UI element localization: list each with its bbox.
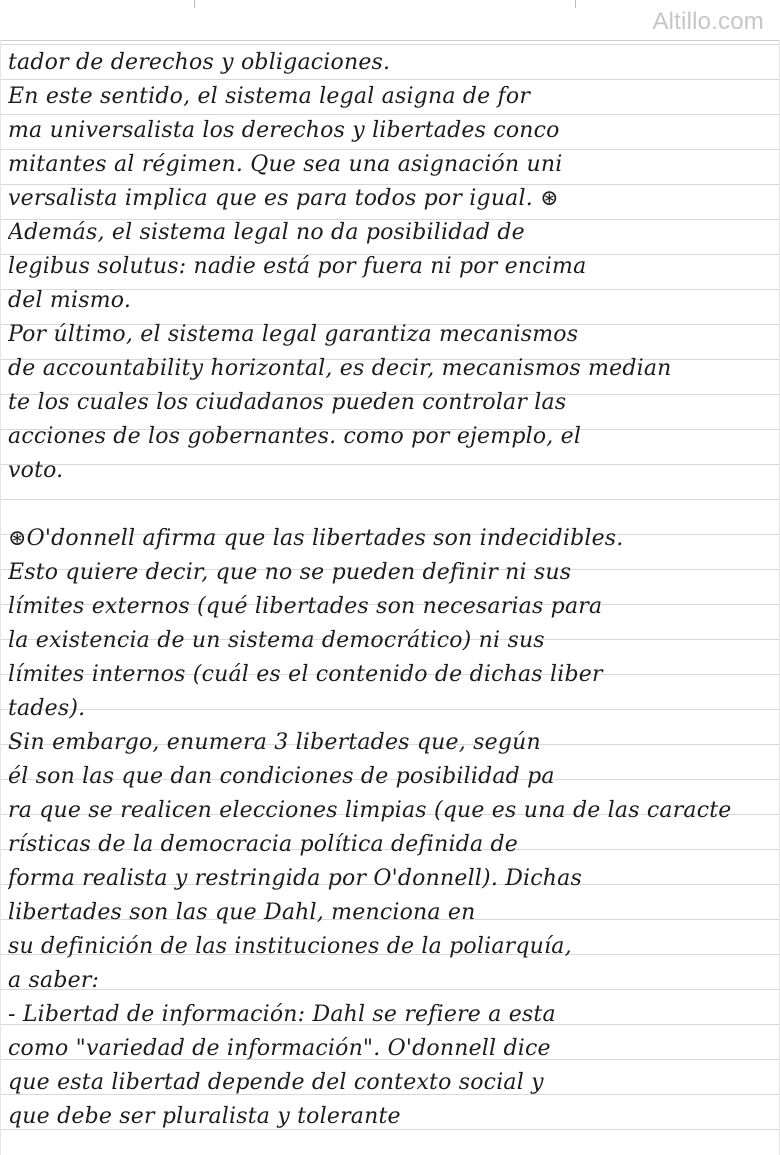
line-13: voto. <box>8 458 64 483</box>
line-10: de accountability horizontal, es decir, mecanismos median <box>8 356 672 381</box>
line-30: como "variedad de información". O'donnell dice <box>8 1036 551 1061</box>
line-4: mitantes al régimen. Que sea una asignación uni <box>8 152 563 177</box>
top-strip <box>0 0 780 41</box>
line-9: Por último, el sistema legal garantiza mecanismos <box>8 322 579 347</box>
line-6: Además, el sistema legal no da posibilidad de <box>8 220 525 245</box>
line-17: límites externos (qué libertades son necesarias para <box>8 594 603 619</box>
header-divider-tick <box>194 0 195 8</box>
line-21: Sin embargo, enumera 3 libertades que, según <box>8 730 541 755</box>
line-26: libertades son las que Dahl, menciona en <box>8 900 476 925</box>
line-24: rísticas de la democracia política definida de <box>8 832 519 857</box>
line-25: forma realista y restringida por O'donnell). Dichas <box>8 866 582 891</box>
line-16: Esto quiere decir, que no se pueden definir ni sus <box>8 560 572 585</box>
line-8: del mismo. <box>8 288 132 313</box>
blank-line <box>8 488 766 522</box>
line-1: tador de derechos y obligaciones. <box>8 50 391 75</box>
line-12: acciones de los gobernantes. como por ejemplo, el <box>8 424 582 449</box>
line-29: - Libertad de información: Dahl se refiere a esta <box>8 1002 556 1027</box>
line-32: que debe ser pluralista y tolerante <box>8 1104 401 1129</box>
line-5: versalista implica que es para todos por igual. ⊛ <box>8 186 559 211</box>
line-2: En este sentido, el sistema legal asigna de for <box>8 84 531 109</box>
handwritten-content <box>0 46 780 1155</box>
line-7: legibus solutus: nadie está por fuera ni por encima <box>8 254 587 279</box>
line-3: ma universalista los derechos y libertades conco <box>8 118 560 143</box>
header-divider-tick <box>575 0 576 8</box>
line-20: tades). <box>8 696 86 721</box>
line-18: la existencia de un sistema democrático) ni sus <box>8 628 545 653</box>
line-31: que esta libertad depende del contexto social y <box>8 1070 544 1095</box>
line-11: te los cuales los ciudadanos pueden controlar las <box>8 390 567 415</box>
line-27: su definición de las instituciones de la poliarquía, <box>8 934 572 959</box>
line-22: él son las que dan condiciones de posibilidad pa <box>8 764 555 789</box>
line-15: ⊛O'donnell afirma que las libertades son indecidibles. <box>8 526 624 551</box>
line-28: a saber: <box>8 968 100 993</box>
watermark: Altillo.com <box>652 8 764 35</box>
line-23: ra que se realicen elecciones limpias (que es una de las caracte <box>8 798 732 823</box>
line-19: límites internos (cuál es el contenido de dichas liber <box>8 662 603 687</box>
